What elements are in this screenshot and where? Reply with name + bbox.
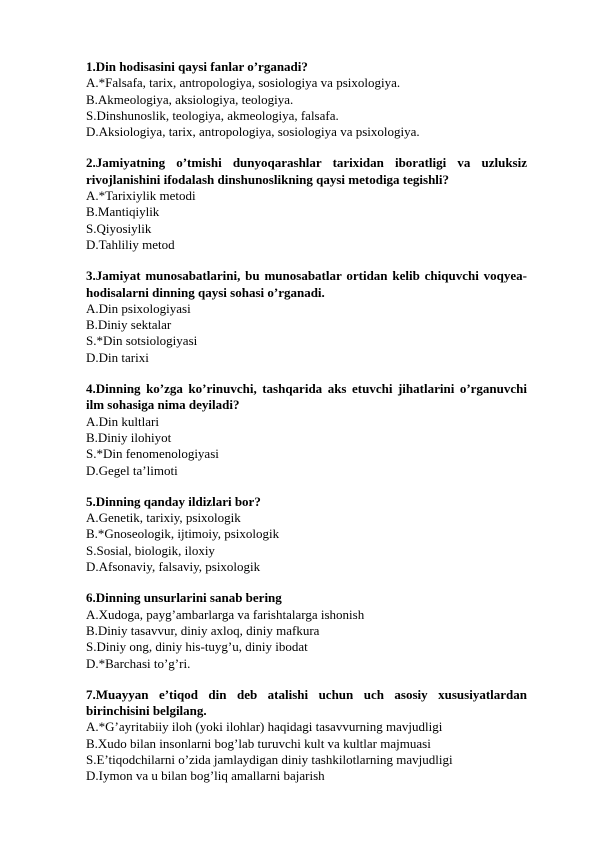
answer-option: S.Sosial, biologik, iloxiy xyxy=(86,542,215,558)
answer-option: B.Mantiqiylik xyxy=(86,204,160,220)
answer-option: B.Xudo bilan insonlarni bog’lab turuvchi kult va kultlar majmuasi xyxy=(86,735,431,751)
answer-option: S.Qiyosiylik xyxy=(86,220,152,236)
question-text: 5.Dinning qanday ildizlari bor? xyxy=(86,493,261,509)
answer-option: A.*Tarixiylik metodi xyxy=(86,188,196,204)
question-text: 3.Jamiyat munosabatlarini, bu munosabatlar ortidan kelib chiquvchi voqyea-hodisalarni dinning qaysi sohasi o’rganadi. xyxy=(86,268,527,300)
answer-option: D.Iymon va u bilan bog’liq amallarni bajarish xyxy=(86,768,325,784)
question-3 xyxy=(86,268,527,366)
question-1 xyxy=(86,59,527,140)
question-2 xyxy=(86,155,527,253)
answer-option: A.Din kultlari xyxy=(86,413,159,429)
answer-option: S.*Din sotsiologiyasi xyxy=(86,333,198,349)
answer-option: B.Diniy ilohiyot xyxy=(86,429,172,445)
question-text: 7.Muayyan e’tiqod din deb atalishi uchun uch asosiy xususiyatlardan birinchisini belgilang. xyxy=(86,686,527,719)
answer-option: D.*Barchasi to’g’ri. xyxy=(86,655,191,671)
answer-option: D.Tahliliy metod xyxy=(86,236,175,252)
answer-option: B.*Gnoseologik, ijtimoiy, psixologik xyxy=(86,526,280,542)
answer-option: A.*G’ayritabiiy iloh (yoki ilohlar) haqidagi tasavvurning mavjudligi xyxy=(86,719,443,735)
question-5 xyxy=(86,494,527,575)
question-text: 6.Dinning unsurlarini sanab bering xyxy=(86,590,282,606)
answer-option: B.Diniy tasavvur, diniy axloq, diniy mafkura xyxy=(86,622,320,638)
answer-option: D.Din tarixi xyxy=(86,349,149,365)
document-page xyxy=(86,59,527,800)
answer-option: S.Diniy ong, diniy his-tuyg’u, diniy ibodat xyxy=(86,639,308,655)
answer-option: B.Akmeologiya, aksiologiya, teologiya. xyxy=(86,91,294,107)
answer-option: A.Din psixologiyasi xyxy=(86,300,191,316)
question-7 xyxy=(86,687,527,785)
answer-option: S.E’tiqodchilarni o’zida jamlaydigan diniy tashkilotlarning mavjudligi xyxy=(86,751,453,767)
question-6 xyxy=(86,590,527,671)
question-text: 2.Jamiyatning o’tmishi dunyoqarashlar tarixidan iboratligi va uzluksiz rivojlanishini ifodalash dinshunoslikning qaysi metodiga tegishli? xyxy=(86,155,527,187)
answer-option: D.Afsonaviy, falsaviy, psixologik xyxy=(86,559,261,575)
answer-option: B.Diniy sektalar xyxy=(86,317,172,333)
answer-option: A.Xudoga, payg’ambarlarga va farishtalarga ishonish xyxy=(86,606,365,622)
question-4 xyxy=(86,381,527,479)
answer-option: S.*Din fenomenologiyasi xyxy=(86,446,219,462)
answer-option: A.Genetik, tarixiy, psixologik xyxy=(86,510,241,526)
answer-option: A.*Falsafa, tarix, antropologiya, sosiologiya va psixologiya. xyxy=(86,75,401,91)
answer-option: S.Dinshunoslik, teologiya, akmeologiya, falsafa. xyxy=(86,107,339,123)
question-text: 4.Dinning ko’zga ko’rinuvchi, tashqarida aks etuvchi jihatlarini o’rganuvchi ilm sohasiga nima deyiladi? xyxy=(86,381,527,413)
answer-option: D.Aksiologiya, tarix, antropologiya, sosiologiya va psixologiya. xyxy=(86,124,420,140)
answer-option: D.Gegel ta’limoti xyxy=(86,462,178,478)
question-text: 1.Din hodisasini qaysi fanlar o’rganadi? xyxy=(86,59,308,74)
